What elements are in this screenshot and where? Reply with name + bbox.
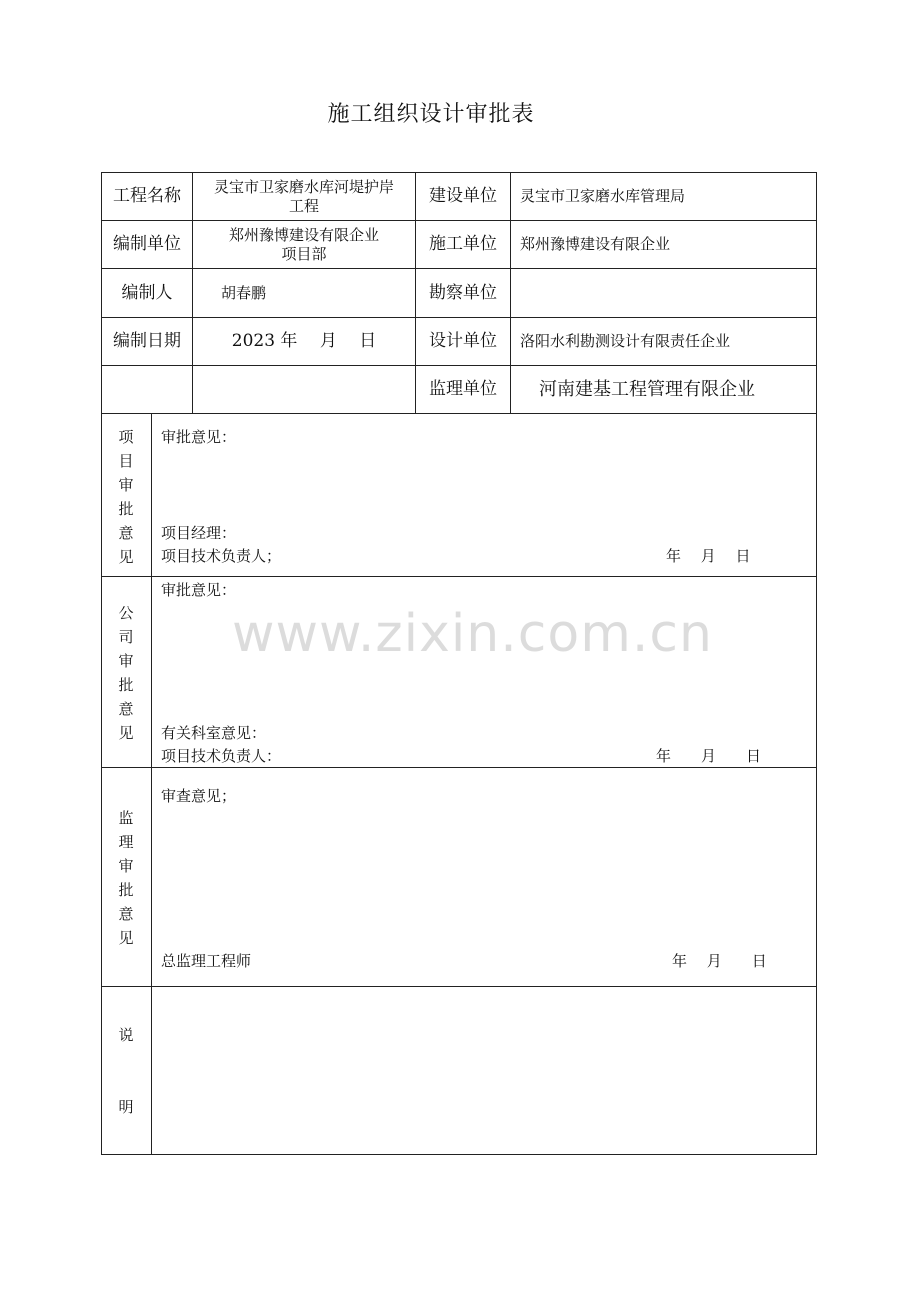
builder-unit-label: 施工单位 bbox=[429, 234, 497, 254]
project-tech-label: 项目技术负责人； bbox=[161, 547, 282, 565]
compiler-value: 胡春鹏 bbox=[221, 283, 267, 302]
project-name-value bbox=[193, 173, 415, 220]
compile-date-value: 2023 年 月 日 bbox=[231, 331, 377, 351]
project-name-line-2: 工程 bbox=[288, 196, 319, 215]
compiler-unit-value bbox=[193, 221, 415, 268]
compile-date-label: 编制日期 bbox=[113, 331, 181, 351]
construction-unit-label: 建设单位 bbox=[429, 186, 497, 206]
supervision-approval-label: 监 理 审 批 意 见 bbox=[118, 809, 134, 947]
project-opinion-label: 审批意见： bbox=[161, 428, 237, 446]
notes-label-2: 明 bbox=[118, 1098, 134, 1116]
design-unit-value: 洛阳水利勘测设计有限责任企业 bbox=[520, 332, 731, 350]
supervision-unit-label: 监理单位 bbox=[429, 379, 497, 399]
design-unit-label: 设计单位 bbox=[429, 331, 497, 351]
watermark-text: www.zixin.com.cn bbox=[232, 604, 713, 664]
compiler-unit-label: 编制单位 bbox=[113, 234, 181, 254]
compiler-label: 编制人 bbox=[121, 282, 173, 303]
compiler-unit-line-2: 项目部 bbox=[281, 244, 327, 263]
notes-content-area bbox=[152, 987, 816, 1154]
supervision-approval-date: 年 月 日 bbox=[672, 952, 767, 970]
compiler-unit-line-1: 郑州豫博建设有限企业 bbox=[228, 225, 379, 244]
survey-unit-label: 勘察单位 bbox=[429, 282, 497, 303]
project-name-line-1: 灵宝市卫家磨水库河堤护岸 bbox=[213, 177, 394, 196]
company-approval-date: 年 月 日 bbox=[656, 747, 762, 765]
construction-unit-value: 灵宝市卫家磨水库管理局 bbox=[520, 187, 686, 205]
chief-supervisor-label: 总监理工程师 bbox=[161, 952, 252, 970]
project-name-label: 工程名称 bbox=[113, 186, 181, 206]
survey-unit-value bbox=[511, 269, 816, 317]
company-tech-label: 项目技术负责人： bbox=[161, 747, 282, 765]
company-opinion-label: 审批意见： bbox=[161, 581, 237, 599]
notes-label-1: 说 bbox=[118, 1026, 134, 1044]
project-manager-label: 项目经理： bbox=[161, 524, 237, 542]
form-title: 施工组织设计审批表 bbox=[327, 102, 535, 127]
company-dept-label: 有关科室意见： bbox=[161, 724, 267, 742]
supervision-opinion-label: 审查意见； bbox=[161, 787, 237, 805]
company-approval-label: 公 司 审 批 意 见 bbox=[118, 604, 134, 742]
builder-unit-value: 郑州豫博建设有限企业 bbox=[520, 235, 671, 253]
supervision-unit-value: 河南建基工程管理有限企业 bbox=[539, 379, 755, 400]
project-approval-label: 项 目 审 批 意 见 bbox=[118, 428, 134, 566]
project-approval-date: 年 月 日 bbox=[666, 547, 751, 565]
